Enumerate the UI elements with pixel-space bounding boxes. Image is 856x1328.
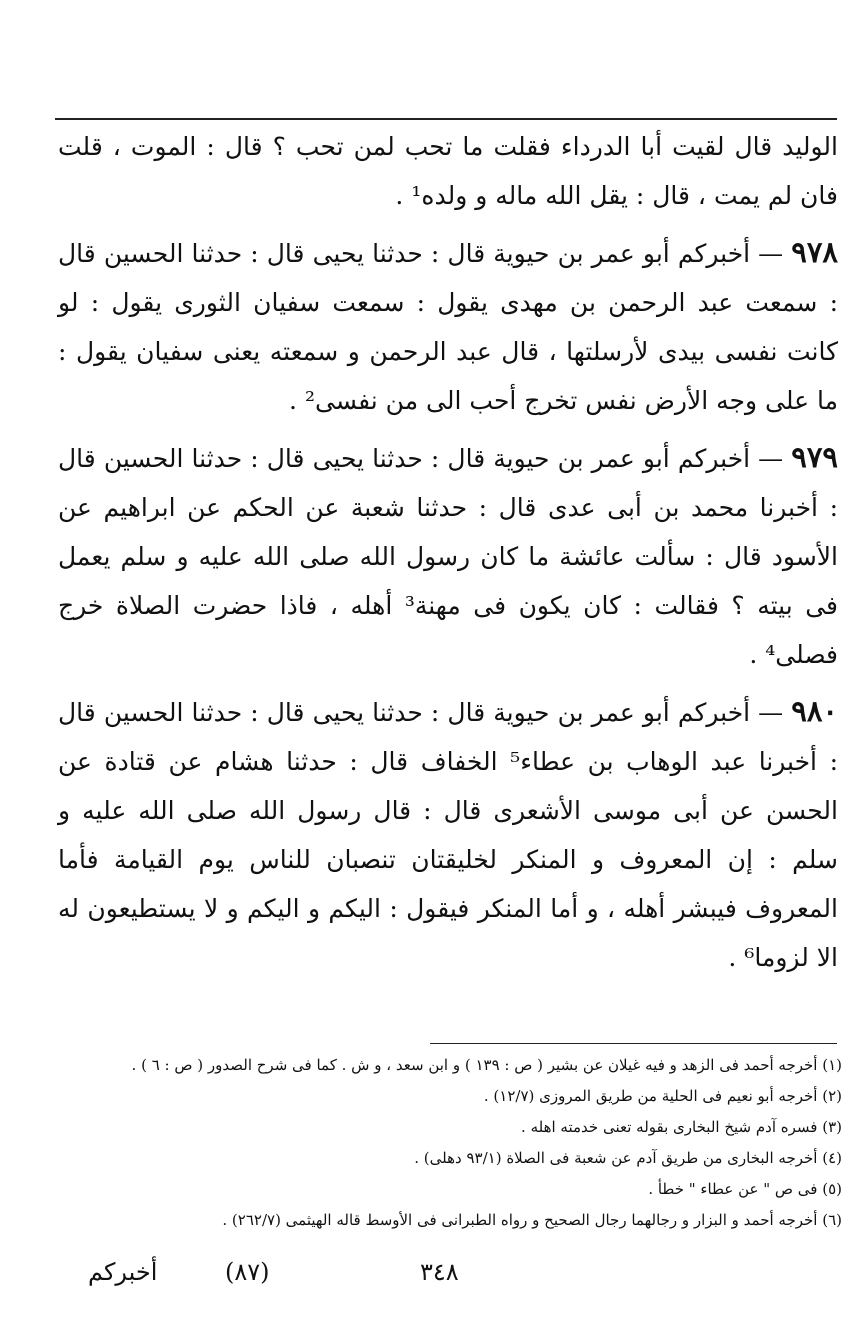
hadith-number: ٩٧٩ xyxy=(791,440,838,474)
paragraph-continuation xyxy=(58,122,838,220)
footnote-3: (٣) فسره آدم شيخ البخارى بقوله تعنى خدمته اهله . xyxy=(521,1118,842,1136)
top-rule xyxy=(55,118,837,120)
catchword: أخبركم xyxy=(88,1258,158,1286)
page-footer xyxy=(0,1258,856,1298)
page-number: ٣٤٨ xyxy=(420,1258,459,1286)
footnote-rule xyxy=(430,1043,837,1044)
footnote-5: (٥) فى ص " عن عطاء " خطأ . xyxy=(648,1180,842,1198)
hadith-number: ٩٨٠ xyxy=(791,694,838,728)
hadith-980 xyxy=(58,687,838,982)
hadith-number: ٩٧٨ xyxy=(791,235,838,269)
paragraph-text: — أخبركم أبو عمر بن حيوية قال : حدثنا يحيى قال : حدثنا الحسين قال : أخبرنا عبد الوهاب بن عطاء⁵ الخفاف قال : حدثنا هشام عن قتادة عن الحسن عن أبى موسى الأشعرى قال : قال رسول الله صلى الله عليه و سلم : إن المعروف و المنكر لخليقتان تنصبان للناس يوم القيامة فأما المعروف فيبشر أهله ، و أما المنكر فيقول : اليكم و اليكم و لا يستطيعون له الا لزوما⁶ . xyxy=(58,698,839,972)
footnote-4: (٤) أخرجه البخارى من طريق آدم عن شعبة فى الصلاة (٩٣/١ دهلى) . xyxy=(414,1149,842,1167)
original-page-number: (٨٧) xyxy=(225,1258,270,1286)
footnote-1: (١) أخرجه أحمد فى الزهد و فيه غيلان عن بشير ( ص : ١٣٩ ) و ابن سعد ، و ش . كما فى شرح الصدور ( ص : ٦ ) . xyxy=(131,1056,842,1074)
hadith-979 xyxy=(58,433,838,679)
paragraph-text: — أخبركم أبو عمر بن حيوية قال : حدثنا يحيى قال : حدثنا الحسين قال : أخبرنا محمد بن أبى عدى قال : حدثنا شعبة عن الحكم عن ابراهيم عن الأسود قال : سألت عائشة ما كان رسول الله صلى الله عليه و سلم يعمل فى بيته ؟ فقالت : كان يكون فى مهنة³ أهله ، فاذا حضرت الصلاة خرج فصلى⁴ . xyxy=(58,444,838,669)
footnotes xyxy=(52,1050,842,1236)
paragraph-text: — أخبركم أبو عمر بن حيوية قال : حدثنا يحيى قال : حدثنا الحسين قال : سمعت عبد الرحمن بن مهدى يقول : سمعت سفيان الثورى يقول : لو كانت نفسى بيدى لأرسلتها ، قال عبد الرحمن و سمعته يعنى سفيان يقول : ما على وجه الأرض نفس تخرج أحب الى من نفسى² . xyxy=(58,239,838,415)
paragraph-text: الوليد قال لقيت أبا الدرداء فقلت ما تحب لمن تحب ؟ قال : الموت ، قلت فان لم يمت ، قال : يقل الله ماله و ولده¹ . xyxy=(58,132,838,210)
hadith-978 xyxy=(58,228,838,425)
footnote-6: (٦) أخرجه أحمد و البزار و رجالهما رجال الصحيح و رواه الطبرانى فى الأوسط قاله الهيثمى (٢٦٢/٧) . xyxy=(222,1211,842,1229)
footnote-2: (٢) أخرجه أبو نعيم فى الحلية من طريق المروزى (١٢/٧) . xyxy=(483,1087,842,1105)
main-text xyxy=(58,122,838,990)
